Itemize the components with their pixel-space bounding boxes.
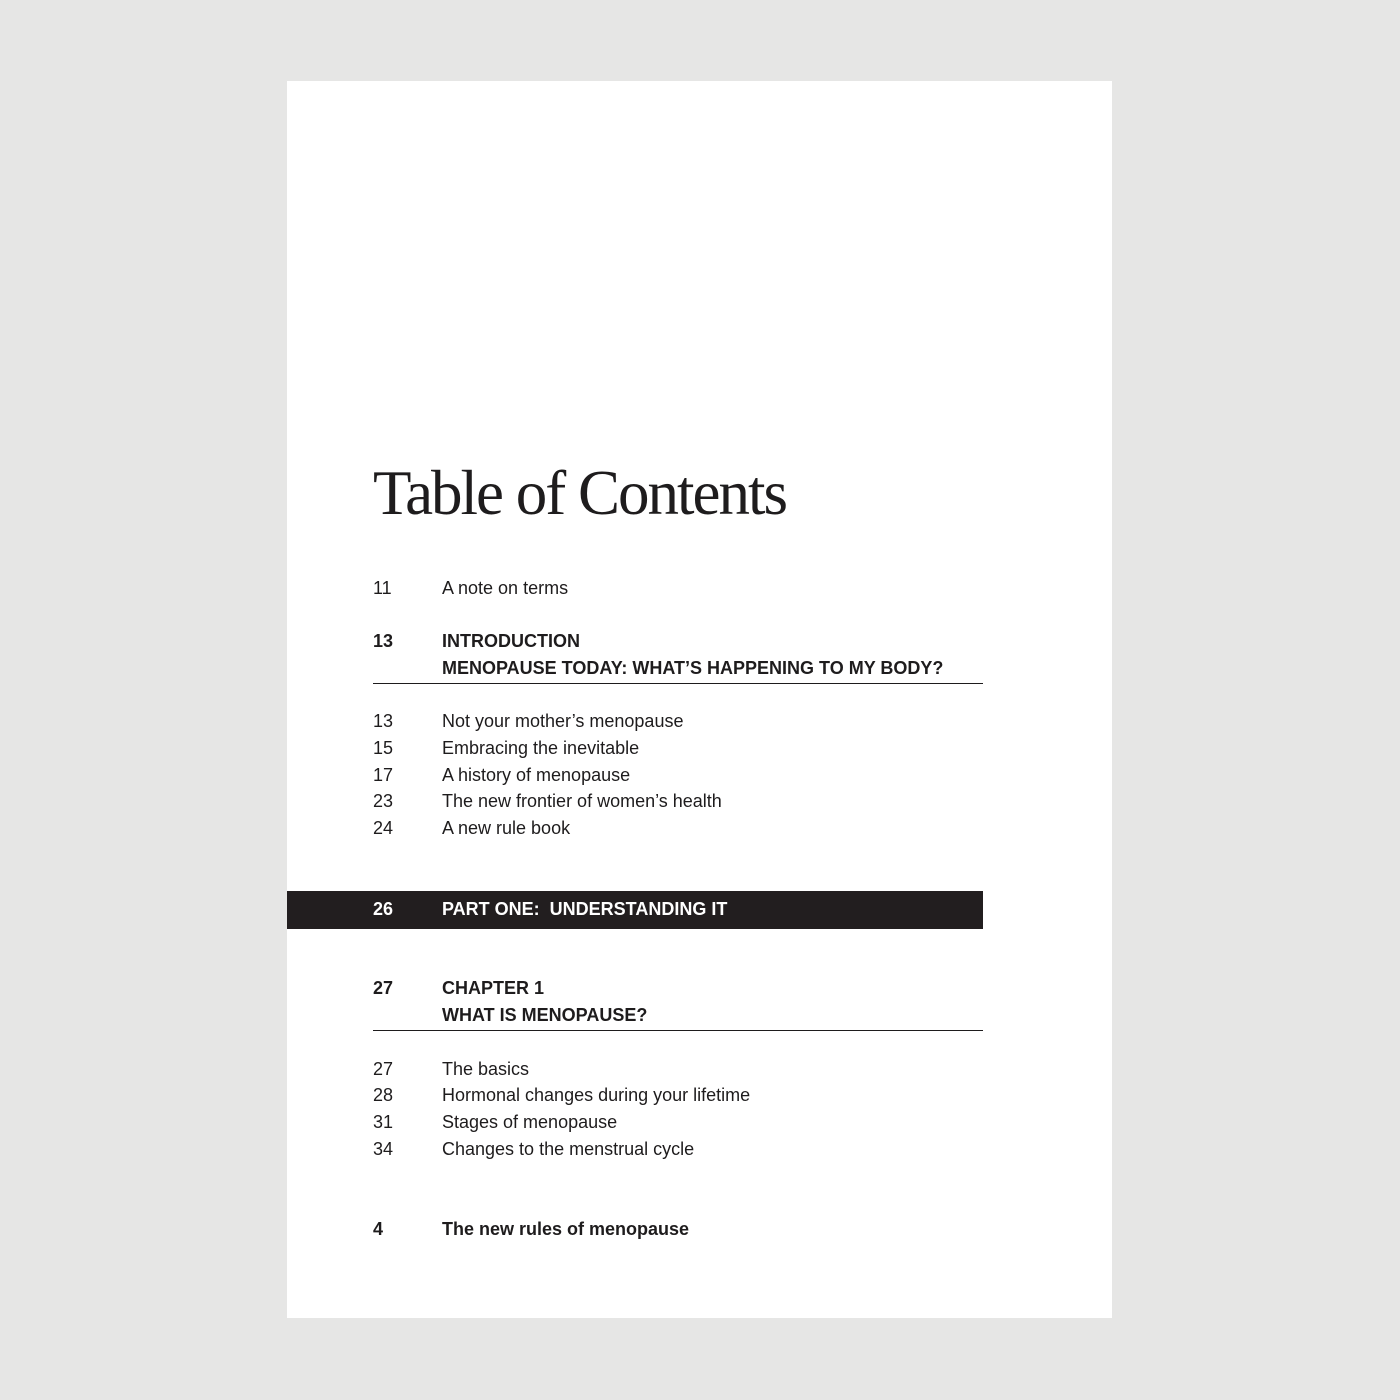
toc-page-number: 17 bbox=[373, 765, 394, 785]
toc-page-number: 26 bbox=[373, 899, 394, 919]
toc-entry-label: Hormonal changes during your lifetime bbox=[442, 1085, 751, 1105]
part-title: PART ONE: UNDERSTANDING IT bbox=[442, 899, 728, 919]
toc-page-number: 27 bbox=[373, 978, 394, 998]
toc-page-number: 13 bbox=[373, 631, 394, 651]
toc-page-number: 13 bbox=[373, 711, 394, 731]
page-title: Table of Contents bbox=[373, 458, 786, 528]
page-number: 4 bbox=[373, 1219, 384, 1239]
book-page bbox=[287, 81, 1112, 1318]
toc-page-number: 34 bbox=[373, 1139, 394, 1159]
toc-entry-label: A note on terms bbox=[442, 578, 569, 598]
toc-entry-label: The new frontier of women’s health bbox=[442, 791, 722, 811]
toc-section-subtitle: WHAT IS MENOPAUSE? bbox=[442, 1005, 648, 1025]
toc-page-number: 28 bbox=[373, 1085, 394, 1105]
toc-page-number: 11 bbox=[373, 578, 392, 598]
toc-page-number: 15 bbox=[373, 738, 394, 758]
toc-entry-label: Stages of menopause bbox=[442, 1112, 618, 1132]
part-heading-bar bbox=[287, 891, 983, 929]
toc-page-number: 24 bbox=[373, 818, 394, 838]
toc-entry-label: A new rule book bbox=[442, 818, 571, 838]
toc-entry-label: Changes to the menstrual cycle bbox=[442, 1139, 695, 1159]
section-divider bbox=[373, 683, 983, 684]
toc-page-number: 31 bbox=[373, 1112, 394, 1132]
toc-entry-label: Embracing the inevitable bbox=[442, 738, 640, 758]
toc-section-title: INTRODUCTION bbox=[442, 631, 580, 651]
toc-entry-label: A history of menopause bbox=[442, 765, 631, 785]
toc-section-subtitle: MENOPAUSE TODAY: WHAT’S HAPPENING TO MY BODY? bbox=[442, 658, 944, 678]
section-divider bbox=[373, 1030, 983, 1031]
toc-page-number: 23 bbox=[373, 791, 394, 811]
toc-page-number: 27 bbox=[373, 1059, 394, 1079]
running-title: The new rules of menopause bbox=[442, 1219, 690, 1239]
toc-entry-label: Not your mother’s menopause bbox=[442, 711, 684, 731]
toc-entry-label: The basics bbox=[442, 1059, 530, 1079]
toc-section-title: CHAPTER 1 bbox=[442, 978, 545, 998]
